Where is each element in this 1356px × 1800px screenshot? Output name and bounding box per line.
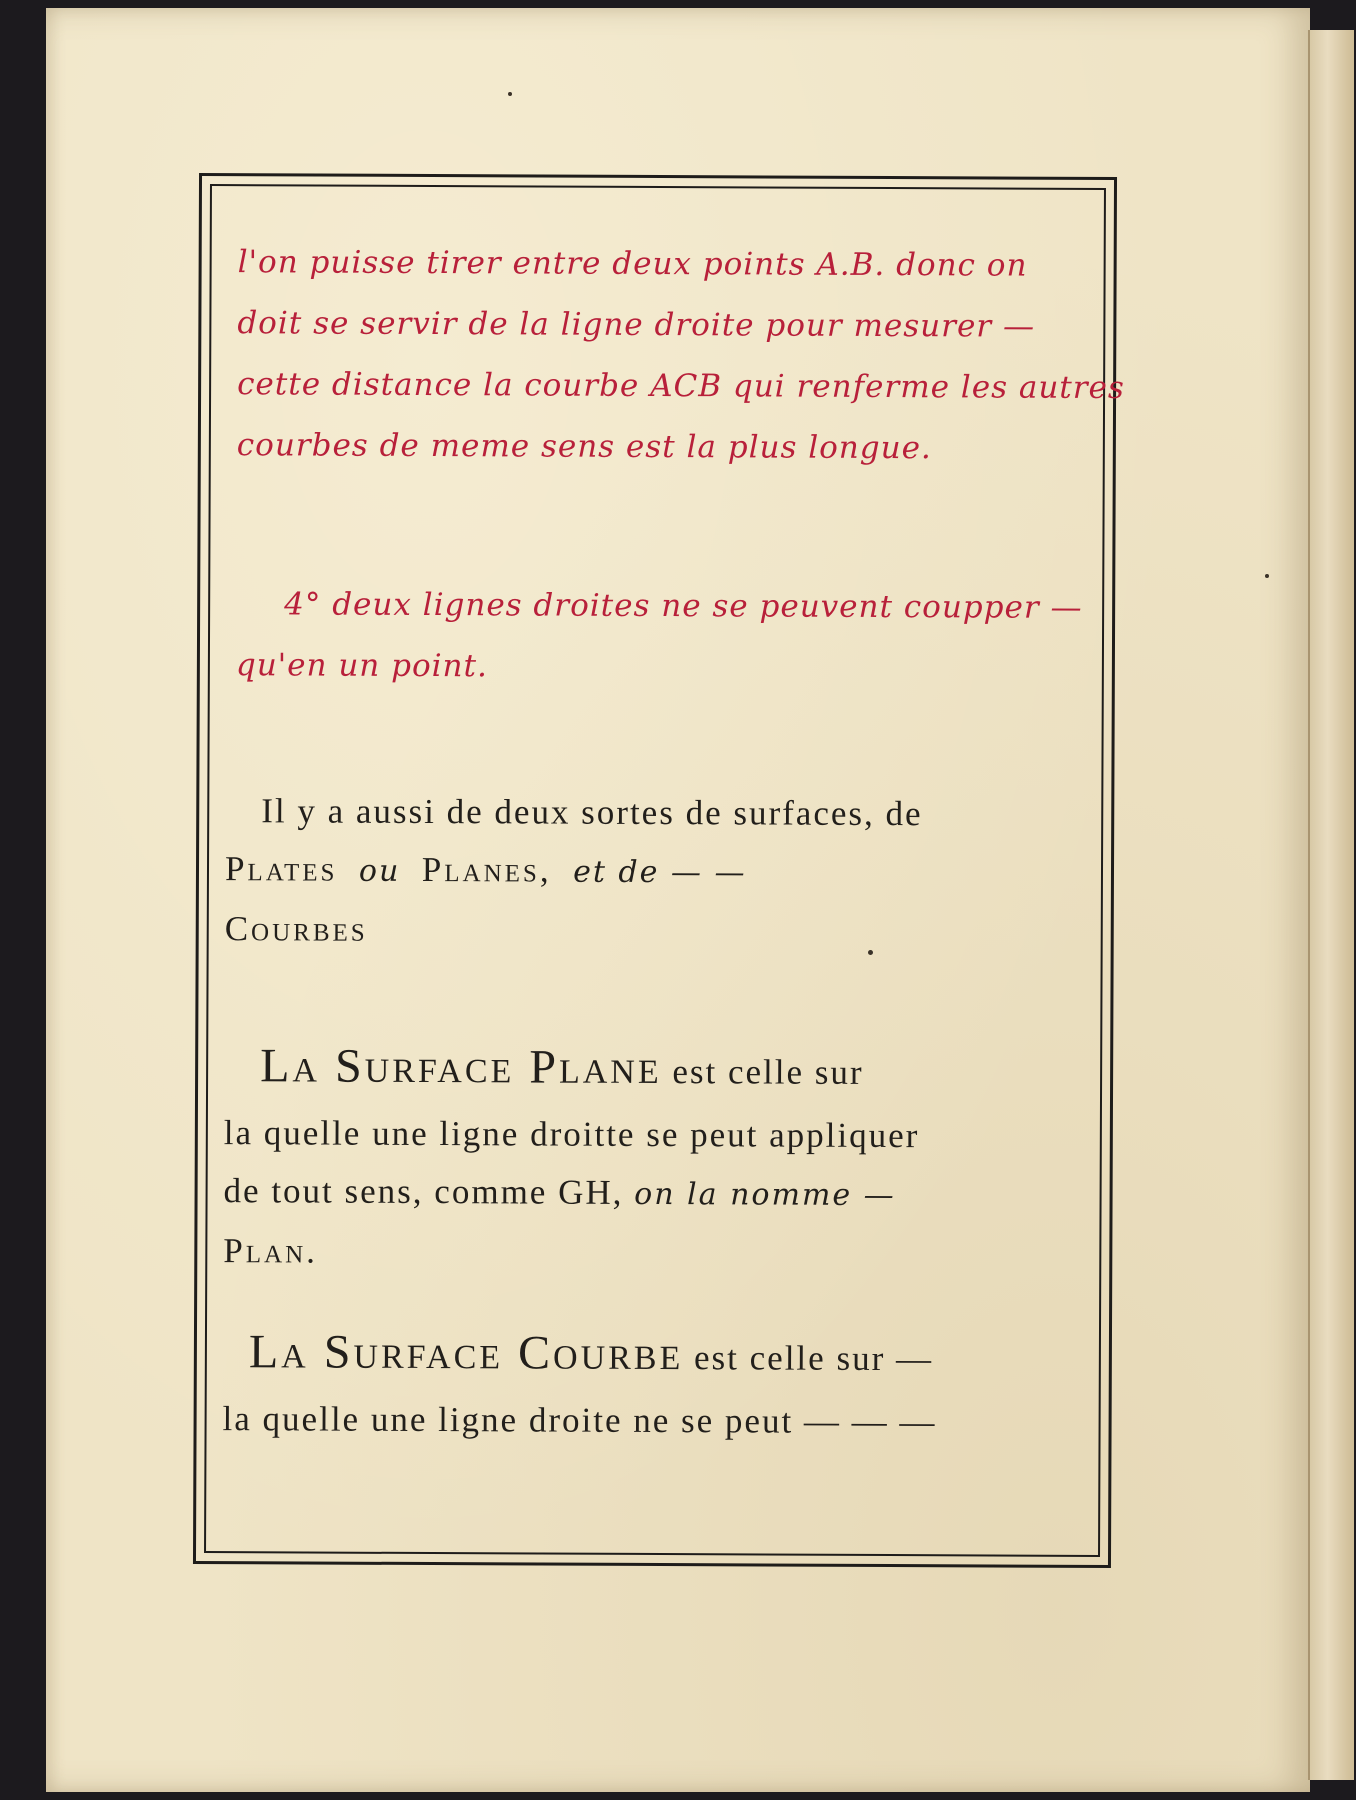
- red-line-6: qu'en un point.: [235, 647, 488, 685]
- word-ou: ou: [358, 853, 401, 889]
- ink-speck: [508, 92, 512, 96]
- plane-line-1: [224, 1032, 1086, 1108]
- surfaces-line-1: Il y a aussi de deux sortes de surfaces, de: [261, 791, 923, 834]
- red-line-4: courbes de meme sens est la plus longue.: [236, 427, 932, 467]
- plane-line-3: [223, 1162, 1085, 1226]
- plane-line-3-start: de tout sens, comme: [223, 1171, 548, 1212]
- courbe-line-1: [223, 1318, 1085, 1394]
- surfaces-paragraph: [225, 782, 1088, 962]
- plane-line-1-rest: est celle sur: [672, 1052, 864, 1092]
- page-frame: [193, 173, 1125, 1568]
- plane-line-3-italic: on la nomme —: [634, 1176, 896, 1214]
- word-et-de: et de — —: [573, 854, 747, 891]
- surface-courbe-paragraph: [222, 1318, 1085, 1452]
- heading-surface-plane: La Surface Plane: [260, 1039, 662, 1095]
- red-line-1: l'on puisse tirer entre deux points A.B. donc on: [237, 244, 1028, 284]
- red-line-5: 4° deux lignes droites ne se peuvent coupper —: [284, 586, 1083, 626]
- courbe-line-1-rest: est celle sur —: [693, 1338, 934, 1379]
- red-line-2: doit se servir de la ligne droite pour mesurer —: [237, 305, 1036, 345]
- term-planes: Planes,: [421, 849, 552, 890]
- label-gh: GH,: [558, 1172, 624, 1212]
- surfaces-line-2: [225, 840, 1087, 904]
- surface-plane-paragraph: [223, 1032, 1086, 1284]
- plane-line-2: la quelle une ligne droitte se peut appliquer: [223, 1113, 920, 1156]
- term-plan: Plan.: [223, 1231, 319, 1271]
- red-paragraph-continuation: [236, 232, 1125, 480]
- ink-speck: [1265, 574, 1269, 578]
- red-line-3: cette distance la courbe ACB qui renferme les autres: [237, 366, 1125, 407]
- heading-surface-courbe: La Surface Courbe: [248, 1325, 684, 1381]
- courbe-line-2: la quelle une ligne droite ne se peut — — —: [222, 1399, 937, 1442]
- red-paragraph-rule-4: [236, 574, 1089, 700]
- term-courbes: Courbes: [224, 909, 368, 949]
- adjacent-page-edge: [1308, 30, 1354, 1780]
- term-plates: Plates: [224, 849, 338, 889]
